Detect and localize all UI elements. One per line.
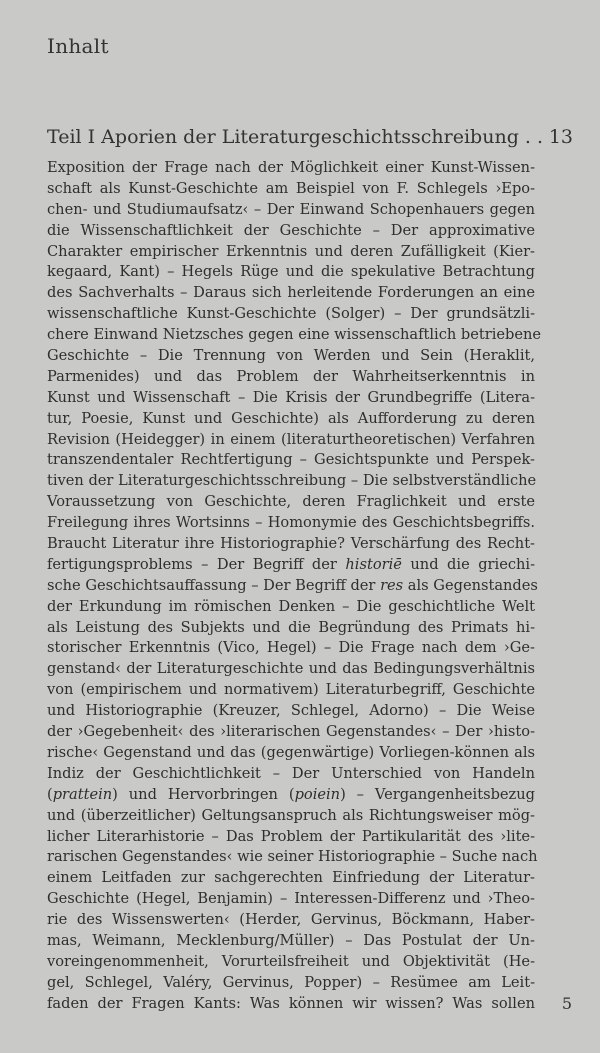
body-line: Geschichte – Die Trennung von Werden und Sein (Heraklit, [47, 347, 535, 365]
body-line: gel, Schlegel, Valéry, Gervinus, Popper) – Resümee am Leit- [47, 973, 535, 991]
body-line: Kunst und Wissenschaft – Die Krisis der Grundbegriffe (Litera- [47, 388, 535, 406]
toc-entry-description [47, 158, 542, 1015]
body-line: Parmenides) und das Problem der Wahrheitserkenntnis in [47, 367, 535, 385]
body-line: Exposition der Frage nach der Möglichkeit einer Kunst-Wissen- [47, 159, 535, 176]
body-line: tiven der Literaturgeschichtsschreibung – Die selbstverständliche [47, 472, 537, 490]
body-line: (prattein) und Hervorbringen (poiein) – Vergangenheitsbezug [47, 785, 535, 803]
body-line: fertigungsproblems – Der Begriff der historiē und die griechi- [47, 555, 535, 573]
body-line: transzendentaler Rechtfertigung – Gesichtspunkte und Perspek- [47, 451, 535, 469]
body-line: Voraussetzung von Geschichte, deren Fraglichkeit und erste [47, 493, 535, 511]
body-line: Freilegung ihres Wortsinns – Homonymie des Geschichtsbegriffs. [47, 514, 535, 532]
body-line: und (überzeitlicher) Geltungsanspruch als Richtungsweiser mög- [47, 806, 535, 824]
body-line: und Historiographie (Kreuzer, Schlegel, Adorno) – Die Weise [47, 702, 535, 720]
body-line: Revision (Heidegger) in einem (literaturtheoretischen) Verfahren [47, 430, 535, 448]
body-line: schaft als Kunst-Geschichte am Beispiel von F. Schlegels ›Epo- [47, 179, 535, 197]
page-heading: Inhalt [47, 34, 109, 58]
body-line: sche Geschichtsauffassung – Der Begriff der res als Gegenstandes [47, 576, 538, 594]
body-line: storischer Erkenntnis (Vico, Hegel) – Die Frage nach dem ›Ge- [47, 639, 535, 657]
body-line: wissenschaftliche Kunst-Geschichte (Solger) – Der grundsätzli- [47, 305, 535, 323]
body-line: chere Einwand Nietzsches gegen eine wissenschaftlich betriebene [47, 326, 542, 344]
body-line: von (empirischem und normativem) Literaturbegriff, Geschichte [47, 681, 535, 699]
body-line: als Leistung des Subjekts und die Begründung des Primats hi- [47, 618, 535, 636]
toc-entry-page: 13 [548, 126, 573, 148]
body-line: des Sachverhalts – Daraus sich herleitende Forderungen an eine [47, 284, 535, 302]
body-line: licher Literarhistorie – Das Problem der Partikularität des ›lite- [47, 827, 535, 845]
body-line: chen- und Studiumaufsatz‹ – Der Einwand Schopenhauers gegen [47, 200, 535, 218]
body-line: der ›Gegebenheit‹ des ›literarischen Gegenstandes‹ – Der ›histo- [47, 723, 535, 741]
body-line: mas, Weimann, Mecklenburg/Müller) – Das Postulat der Un- [47, 931, 535, 949]
body-line: Braucht Literatur ihre Historiographie? Verschärfung des Recht- [47, 535, 535, 553]
body-line: einem Leitfaden zur sachgerechten Einfriedung der Literatur- [47, 869, 535, 887]
body-line: die Wissenschaftlichkeit der Geschichte – Der approximative [47, 221, 535, 239]
body-line: genstand‹ der Literaturgeschichte und das Bedingungsverhältnis [47, 660, 535, 678]
toc-entry [47, 126, 573, 150]
body-line: der Erkundung im römischen Denken – Die geschichtliche Welt [47, 597, 535, 615]
body-line: faden der Fragen Kants: Was können wir wissen? Was sollen [47, 994, 535, 1012]
body-line: Indiz der Geschichtlichkeit – Der Unterschied von Handeln [47, 764, 535, 782]
body-line: tur, Poesie, Kunst und Geschichte) als Aufforderung zu deren [47, 409, 535, 427]
page-number: 5 [561, 994, 572, 1013]
body-line: Geschichte (Hegel, Benjamin) – Interessen-Differenz und ›Theo- [47, 890, 535, 908]
body-line: voreingenommenheit, Vorurteilsfreiheit und Objektivität (He- [47, 952, 535, 970]
body-line: rische‹ Gegenstand und das (gegenwärtige) Vorliegen-können als [47, 743, 535, 761]
body-line: rarischen Gegenstandes‹ wie seiner Historiographie – Suche nach [47, 848, 538, 866]
toc-entry-title: Teil I Aporien der Literaturgeschichtsschreibung . . [47, 126, 544, 148]
body-line: rie des Wissenswerten‹ (Herder, Gervinus, Böckmann, Haber- [47, 911, 535, 929]
body-line: Charakter empirischer Erkenntnis und deren Zufälligkeit (Kier- [47, 242, 535, 260]
body-line: kegaard, Kant) – Hegels Rüge und die spekulative Betrachtung [47, 263, 535, 281]
